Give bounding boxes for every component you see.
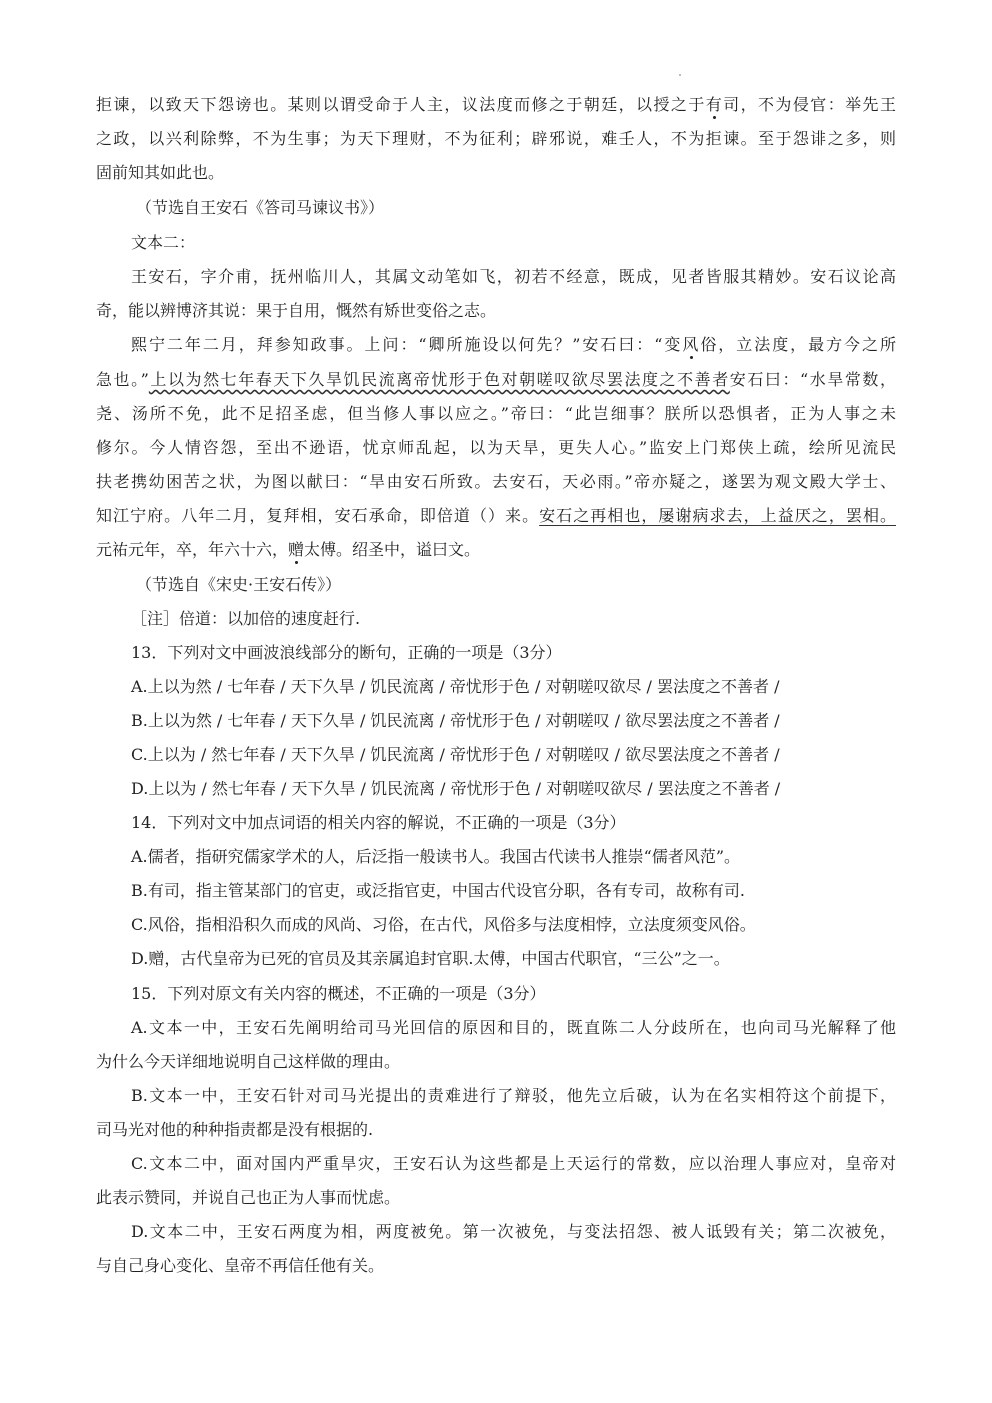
text2-p1-line-2: 奇，能以辨博济其说：果于自用，慨然有矫世变俗之志。 — [96, 301, 497, 320]
dotted-word-you: 有 — [705, 95, 724, 114]
text2-p2-line-7-c: 太傅。绍圣中，谥曰文。 — [304, 540, 481, 559]
text2-p2-line-7 — [96, 539, 896, 561]
q14-option-c: C.风俗，指相沿积久而成的风尚、习俗，在古代，风俗多与法度相悖，立法度须变风俗。 — [131, 915, 756, 934]
q13-option-d: D.上以为 / 然七年春 / 天下久旱 / 饥民流离 / 帝忧形于色 / 对朝嗟叹欲尽 / 罢法度之不善者 / — [131, 779, 781, 798]
text2-p2-line-1-c: 俗，立法度，最方今之所 — [700, 335, 896, 354]
q15-option-c-line-2: 此表示赞同，并说自己也正为人事而忧虑。 — [96, 1188, 401, 1207]
text2-p2-line-1-a: 熙宁二年二月，拜参知政事。上问：“卿所施设以何先？”安石曰：“变 — [131, 335, 683, 354]
text2-p2-line-2 — [96, 369, 896, 391]
text2-note: ［注］倍道：以加倍的速度赶行. — [131, 609, 361, 628]
scan-speck — [679, 74, 681, 76]
text1-line-2: 之政，以兴利除弊，不为生事；为天下理财，不为征利；辟邪说，难壬人，不为拒谏。至于怨诽之多，则 — [96, 129, 896, 148]
text1-line-3: 固前知其如此也。 — [96, 163, 225, 182]
text2-p2-line-2-a: 急也。” — [96, 370, 149, 389]
q13-stem: 13．下列对文中画波浪线部分的断句，正确的一项是（3分） — [131, 643, 562, 662]
dotted-word-zeng: 赠 — [288, 540, 305, 559]
q15-option-c-line-1: C.文本二中，面对国内严重旱灾，王安石认为这些都是上天运行的常数，应以治理人事应对，皇帝对 — [131, 1154, 896, 1173]
underlined-sentence: 安石之再相也，屡谢病求去，上益厌之，罢相。 — [539, 506, 896, 525]
text2-p2-line-5: 扶老携幼困苦之状，为图以献曰：“旱由安石所致。去安石，天必雨。”帝亦疑之，遂罢为观文殿大学士、 — [96, 472, 896, 491]
q15-option-b-line-1: B.文本一中，王安石针对司马光提出的责难进行了辩驳，他先立后破，认为在名实相符这个前提下， — [131, 1086, 896, 1105]
text2-p1-line-1: 王安石，字介甫，抚州临川人，其属文动笔如飞，初若不经意，既成，见者皆服其精妙。安石议论高 — [131, 267, 896, 286]
q15-option-d-line-2: 与自己身心变化、皇帝不再信任他有关。 — [96, 1256, 385, 1275]
dotted-word-feng: 风 — [682, 335, 701, 354]
q13-option-a: A.上以为然 / 七年春 / 天下久旱 / 饥民流离 / 帝忧形于色 / 对朝嗟叹欲尽 / 罢法度之不善者 / — [131, 677, 780, 696]
q13-option-c: C.上以为 / 然七年春 / 天下久旱 / 饥民流离 / 帝忧形于色 / 对朝嗟叹 / 欲尽罢法度之不善者 / — [131, 745, 780, 764]
text2-p2-line-1 — [131, 334, 896, 356]
q14-option-b: B.有司，指主管某部门的官吏，或泛指官吏，中国古代设官分职，各有专司，故称有司. — [131, 881, 745, 900]
text1-line-1-c: 司，不为侵官：举先王 — [723, 95, 896, 114]
text2-p2-line-2-c: 安石曰：“水旱常数， — [729, 370, 896, 389]
q13-option-b: B.上以为然 / 七年春 / 天下久旱 / 饥民流离 / 帝忧形于色 / 对朝嗟叹 / 欲尽罢法度之不善者 / — [131, 711, 780, 730]
text2-p2-line-6 — [96, 505, 896, 527]
text2-p2-line-3: 尧、汤所不免，此不足招圣虑，但当修人事以应之。”帝曰：“此岂细事？朕所以恐惧者，正为人事之未 — [96, 404, 896, 423]
q14-option-d: D.赠，古代皇帝为已死的官员及其亲属追封官职.太傅，中国古代职官，“三公”之一。 — [131, 949, 730, 968]
q15-option-b-line-2: 司马光对他的种种指责都是没有根据的. — [96, 1120, 374, 1139]
q15-option-a-line-2: 为什么今天详细地说明自己这样做的理由。 — [96, 1052, 401, 1071]
wavy-underlined-passage: 上以为然七年春天下久旱饥民流离帝忧形于色对朝嗟叹欲尽罢法度之不善者 — [148, 370, 730, 389]
q14-option-a: A.儒者，指研究儒家学术的人，后泛指一般读书人。我国古代读书人推崇“儒者风范”。 — [131, 847, 741, 866]
text1-line-1-a: 拒谏，以致天下怨谤也。某则以谓受命于人主，议法度而修之于朝廷，以授之于 — [96, 95, 706, 114]
q15-option-a-line-1: A.文本一中，王安石先阐明给司马光回信的原因和目的，既直陈二人分歧所在，也向司马光解释了他 — [131, 1018, 896, 1037]
text1-source: （节选自王安石《答司马谏议书》） — [136, 198, 385, 217]
q14-stem: 14．下列对文中加点词语的相关内容的解说，不正确的一项是（3分） — [131, 813, 626, 832]
text2-p2-line-7-a: 元祐元年，卒，年六十六， — [96, 540, 289, 559]
text2-p2-line-6-a: 知江宁府。八年二月，复拜相，安石承命，即倍道（）来。 — [96, 506, 540, 525]
text1-line-1 — [96, 94, 896, 116]
text2-heading: 文本二： — [131, 233, 196, 252]
text2-source: （节选自《宋史·王安石传》） — [136, 575, 342, 594]
text2-p2-line-4: 修尔。今人情咨怨，至出不逊语，忧京师乱起，以为天旱，更失人心。”监安上门郑侠上疏，绘所见流民 — [96, 438, 896, 457]
q15-stem: 15．下列对原文有关内容的概述，不正确的一项是（3分） — [131, 984, 546, 1003]
q15-option-d-line-1: D.文本二中，王安石两度为相，两度被免。第一次被免，与变法招怨、被人诋毁有关；第二次被免， — [131, 1222, 896, 1241]
